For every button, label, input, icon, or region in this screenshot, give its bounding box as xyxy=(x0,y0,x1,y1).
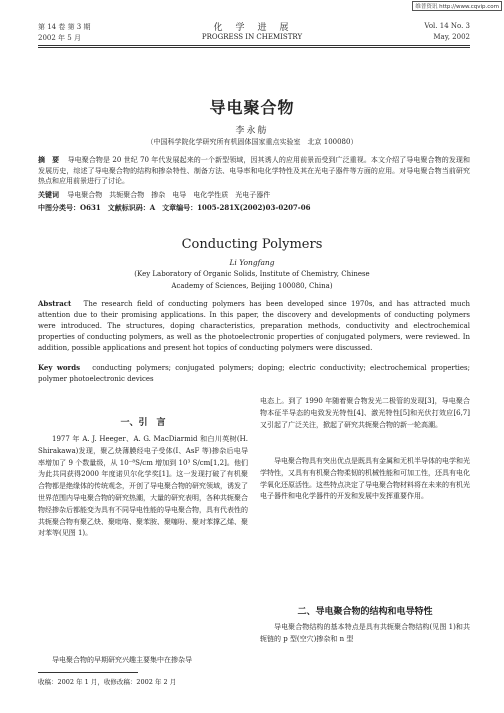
author-cn: 李永舫 xyxy=(235,126,269,136)
header-journal-cn: 化 学 进 展 xyxy=(213,23,291,33)
footnote-rule xyxy=(38,672,138,673)
abstract-cn-text: 导电聚合物是 20 世纪 70 年代发展起来的一个新型领域，因其诱人的应用前景而受到广泛重视。本文介绍了导电聚合物的发现和发展历史，综述了导电聚合物的结构和掺杂特性、制备方法、电导率和电化学特性及其在光电子器件等方面的应用。对导电聚合物当前研究热点和应用前景进行了讨论。 xyxy=(38,156,471,185)
header-volume: 第 14 卷 第 3 期 xyxy=(38,23,91,31)
article-title-en: Conducting Polymers xyxy=(181,237,323,252)
affiliation-en-2: Academy of Sciences, Beijing 100080, China) xyxy=(171,282,333,290)
body-left-para-2: 导电聚合物的早期研究兴趣主要集中在掺杂导 xyxy=(52,656,192,664)
header-date-en: May, 2002 xyxy=(433,33,470,41)
section-2-title: 二、导电聚合物的结构和电导特性 xyxy=(297,607,433,617)
keywords-en-label: Key words xyxy=(38,363,81,372)
header-rule-2 xyxy=(38,47,470,48)
source-watermark: 维普资讯 http://www.cqvip.com xyxy=(412,1,502,11)
abstract-en-label: Abstract xyxy=(38,299,72,308)
author-en: Li Yongfang xyxy=(229,258,275,267)
header-vol-en: Vol. 14 No. 3 xyxy=(424,22,470,30)
keywords-cn-label: 关键词 xyxy=(38,190,59,199)
affiliation-cn: （中国科学院化学研究所有机固体国家重点实验室 北京 100080） xyxy=(146,138,358,146)
keywords-cn-text: 导电聚合物 共轭聚合物 掺杂 电导 电化学性质 光电子器件 xyxy=(67,191,271,199)
body-right-para-3: 导电聚合物结构的基本特点是具有共轭聚合物结构(见图 1)和共轭链的 p 型(空穴)掺杂和 n 型 xyxy=(260,623,470,643)
classification-cn: 中图分类号：O631 文献标识码：A 文章编号：1005-281X(2002)03-0207-06 xyxy=(38,203,311,212)
keywords-en xyxy=(38,362,470,385)
header-journal-en: PROGRESS IN CHEMISTRY xyxy=(201,33,303,41)
footnote-received: 收稿：2002 年 1 月，收修改稿：2002 年 2 月 xyxy=(38,678,177,686)
header-rule xyxy=(38,45,470,46)
section-1-title: 一、引 言 xyxy=(120,418,166,428)
abstract-en xyxy=(38,298,470,354)
keywords-cn xyxy=(38,190,470,201)
abstract-cn xyxy=(38,155,470,187)
article-title-cn: 导电聚合物 xyxy=(209,98,295,117)
affiliation-en-1: (Key Laboratory of Organic Solids, Institute of Chemistry, Chinese xyxy=(134,270,370,278)
abstract-cn-label: 摘 要 xyxy=(38,155,60,164)
body-right-para-2: 导电聚合物具有突出优点是既具有金属和无机半导体的电学和光学特性，又具有有机聚合物柔韧的机械性能和可加工性，还具有电化学氧化还原活性。这些特点决定了导电聚合物材料将在未来的有机光电子器件和电化学器件的开发和发展中发挥重要作用。 xyxy=(260,457,470,501)
body-right-para-1: 电态上。到了 1990 年随着聚合物发光二极管的发现[3]，导电聚合物本征半导态的电致发光特性[4]、激光特性[5]和光伏打效应[6,7]又引起了广泛关注，掀起了研究共轭聚合物的新一轮高潮。 xyxy=(260,397,470,429)
header-date: 2002 年 5 月 xyxy=(38,34,81,42)
body-left-para-1: 1977 年 A. J. Heeger、A. G. MacDiarmid 和白川英树(H. Shirakawa)发现，聚乙炔薄膜经电子受体(I、AsF 等)掺杂后电导率增加了 9 个数量级，从 10⁻⁸S/cm 增加到 10³ S/cm[1,2]。他们为此共同获得2000 年度诺贝尔化学奖[1]。这一发现打破了有机聚合物都是绝缘体的传统观念，开创了导电聚合物的研究领域，诱发了世界范围内导电聚合物的研究热潮，大量的研究表明，各种共轭聚合物经掺杂后都能变为具有不同导电性能的导电聚合物，具有代表性的共轭聚合物有聚乙炔、聚吡咯、聚苯胺、聚噻吩、聚对苯撑乙烯、聚对苯等(见图 1)。 xyxy=(38,435,248,538)
keywords-en-text: conducting polymers; conjugated polymers; doping; electric conductivity; electrochemical properties; polymer photoelectronic devices xyxy=(38,364,470,383)
abstract-en-text: The research field of conducting polymers has been developed since 1970s, and has attracted much attention due to their promising applications. In this paper, the discovery and developments of conducting polymers were introduced. The structures, doping characteristics, preparation methods, conductivity and electrochemical properties of conducting polymers, as well as the photoelectronic properties of conjugated polymers, were reviewed. In addition, possible applications and present hot topics of conducting polymers were discussed. xyxy=(38,300,470,352)
